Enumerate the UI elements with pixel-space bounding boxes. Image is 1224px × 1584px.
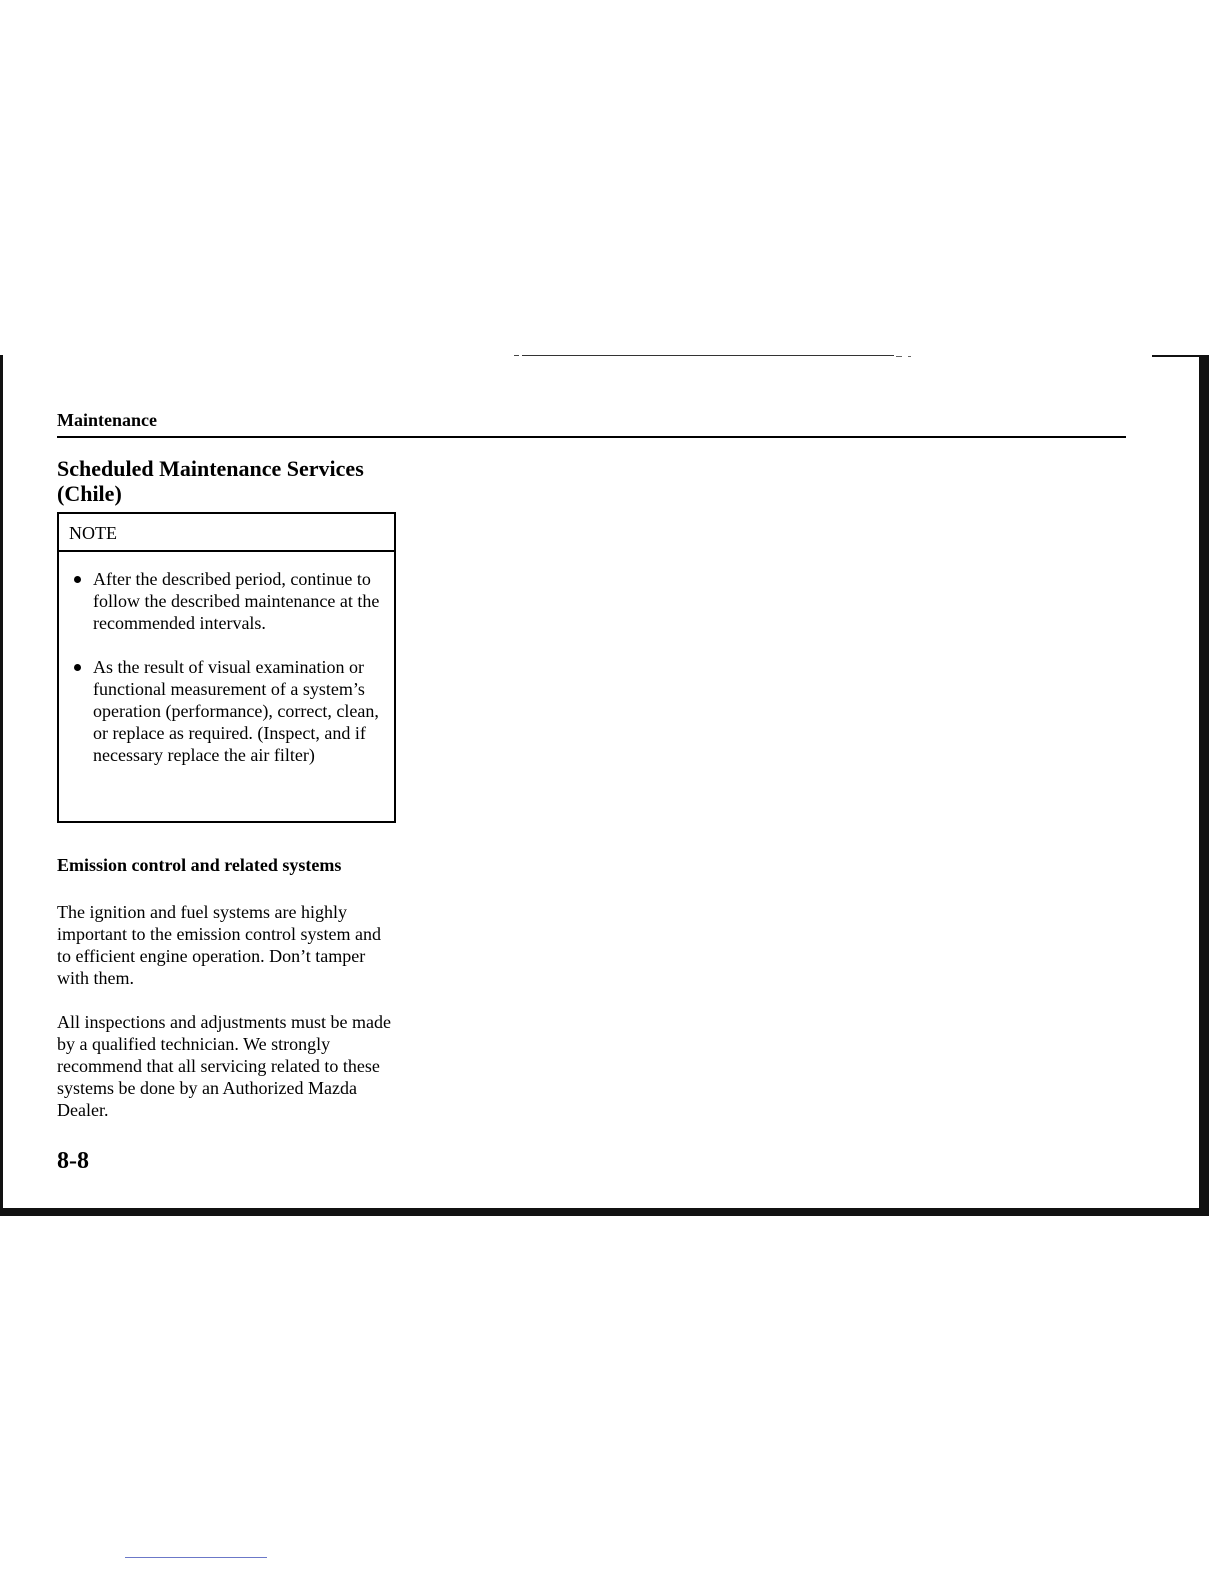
- page-title: Scheduled Maintenance Services (Chile): [57, 456, 364, 506]
- note-item-text: After the described period, continue to follow the described maintenance at the recommended intervals.: [93, 569, 380, 633]
- bullet-icon: [74, 576, 81, 583]
- note-list: [59, 568, 394, 766]
- page-frame-top-right: [1152, 355, 1202, 357]
- page-number: 8-8: [57, 1148, 89, 1174]
- scan-mark: [908, 356, 911, 357]
- page-frame-bottom: [0, 1208, 1209, 1216]
- scan-artifact-line: [125, 1557, 267, 1558]
- scan-mark: [514, 355, 519, 356]
- page-frame-right: [1199, 355, 1209, 1215]
- note-box: [57, 512, 396, 823]
- section-header: Maintenance: [57, 410, 157, 430]
- page-frame-top-line: [522, 355, 894, 356]
- bullet-icon: [74, 664, 81, 671]
- emission-paragraph: All inspections and adjustments must be made by a qualified technician. We strongly recommend that all servicing related to these systems be done by an Authorized Mazda Dealer.: [57, 1012, 391, 1120]
- emission-paragraph: The ignition and fuel systems are highly important to the emission control system and to efficient engine operation. Don’t tamper with them.: [57, 902, 381, 988]
- page-frame-left: [0, 355, 3, 1215]
- note-item-text: As the result of visual examination or functional measurement of a system’s operation (performance), correct, clean, or replace as required. (Inspect, and if necessary replace the air filter): [93, 657, 379, 765]
- note-item: [59, 568, 394, 634]
- header-divider: [57, 436, 1126, 438]
- emission-heading: Emission control and related systems: [57, 855, 342, 875]
- scan-mark: [896, 356, 902, 357]
- note-label: NOTE: [59, 514, 394, 552]
- note-item: [59, 656, 394, 766]
